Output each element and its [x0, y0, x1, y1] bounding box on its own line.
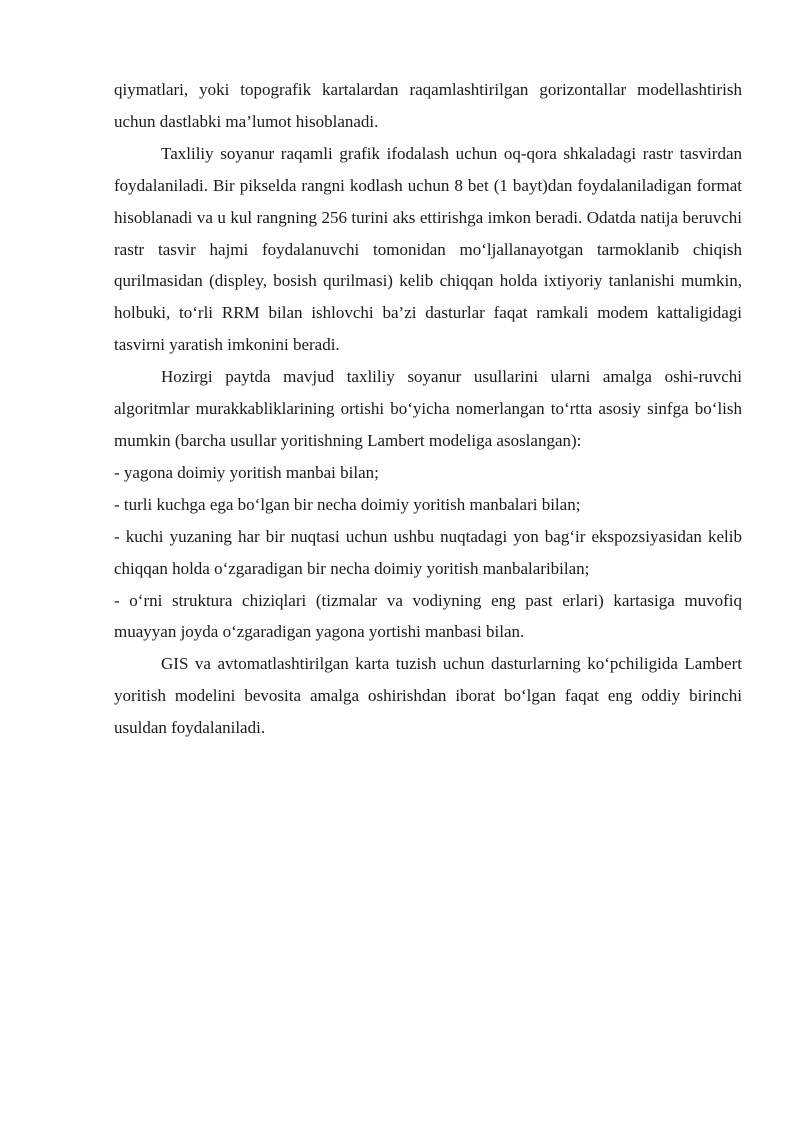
list-item-multiple-sources: - turli kuchga ega bo‘lgan bir necha doimiy yoritish manbalari bilan;	[114, 494, 581, 514]
list-item-single-source: - yagona doimiy yoritish manbai bilan;	[114, 462, 379, 482]
paragraph-grayscale-raster: Taxliliy soyanur raqamli grafik ifodalash uchun oq-qora shkaladagi rastr tasvirdan foydalaniladi. Bir pikselda rangni kodlash uchun 8 bet (1 bayt)dan foydalaniladigan format hisoblanadi va u kul rangning 256 turini aks ettirishga imkon beradi. Odatda natija beruvchi rastr tasvir hajmi foydalanuvchi tomonidan mo‘ljallanayotgan tarmoklanib chiqish qurilmasidan (displey, bosish qurilmasi) kelib chiqqan holda ixtiyoriy tanlanishi mumkin, holbuki, to‘rli RRM bilan ishlovchi ba’zi dasturlar faqat ramkali modem kattaligidagi tasvirni yaratish imkonini beradi.	[114, 143, 742, 355]
paragraph-continuation: qiymatlari, yoki topografik kartalardan raqamlashtirilgan gorizontallar modellashtirish uchun dastlabki ma’lumot hisoblanadi.	[114, 80, 742, 131]
list-item-structural-lines: - o‘rni struktura chiziqlari (tizmalar va vodiyning eng past erlari) kartasiga muvofiq muayyan joyda o‘zgaradigan yagona yortishi manbasi bilan.	[114, 590, 742, 642]
document-body	[114, 74, 742, 744]
paragraph-gis-lambert: GIS va avtomatlashtirilgan karta tuzish uchun dasturlarning ko‘pchiligida Lambert yoritish modelini bevosita amalga oshirishdan iborat bo‘lgan faqat eng oddiy birinchi usuldan foydalaniladi.	[114, 654, 742, 738]
paragraph-method-classes: Hozirgi paytda mavjud taxliliy soyanur usullarini ularni amalga oshi-ruvchi algoritmlar murakkabliklarining ortishi bo‘yicha nomerlangan to‘rtta asosiy sinfga bo‘lish mumkin (barcha usullar yoritishning Lambert modeliga asoslangan):	[114, 367, 742, 450]
list-item-variable-sources: - kuchi yuzaning har bir nuqtasi uchun ushbu nuqtadagi yon bag‘ir ekspozsiyasidan kelib chiqqan holda o‘zgaradigan bir necha doimiy yoritish manbalaribilan;	[114, 526, 742, 578]
